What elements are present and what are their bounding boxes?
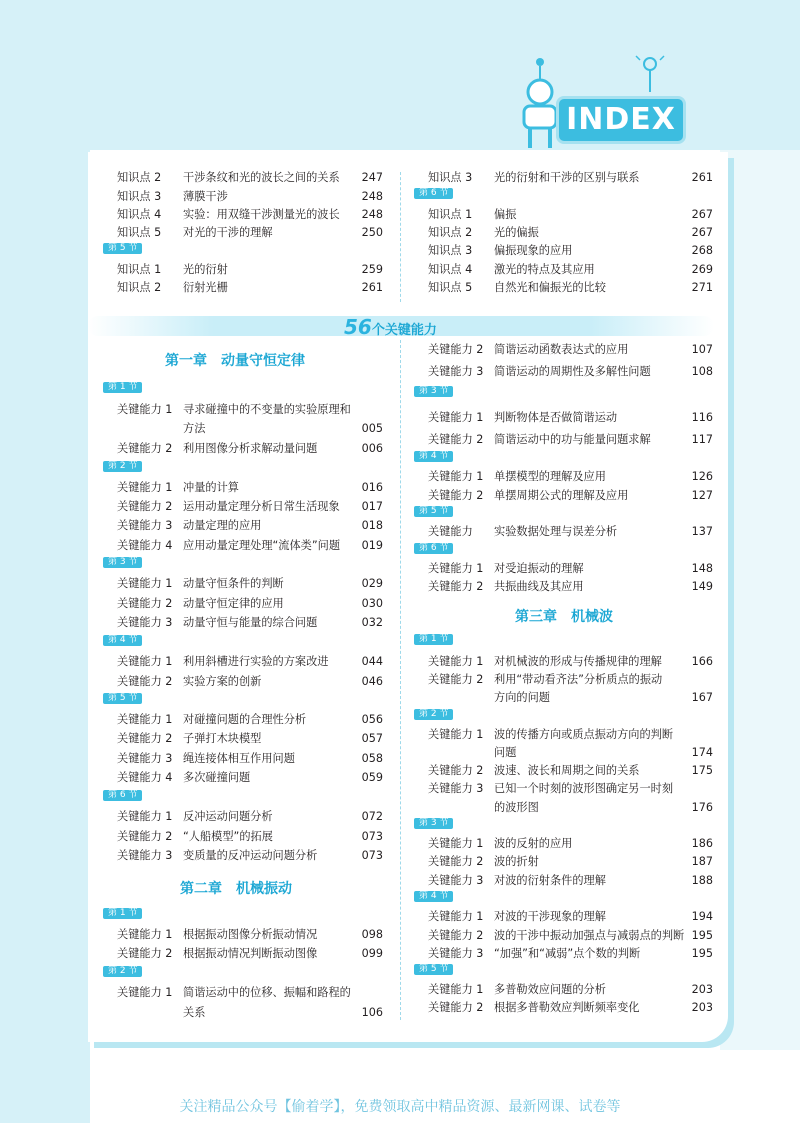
entry-page-number: 056: [361, 713, 383, 726]
section-badge: 第 5 节: [103, 243, 142, 254]
entry-label: 关键能力 4: [117, 771, 173, 784]
entry-label: 关键能力 3: [117, 616, 173, 629]
entry-label: 关键能力 2: [428, 673, 484, 686]
entry-page-number: 267: [691, 208, 713, 221]
entry-page-number: 018: [361, 519, 383, 532]
entry-page-number: 099: [361, 947, 383, 960]
entry-title: 激光的特点及其应用: [494, 263, 595, 276]
entry-label: 关键能力 2: [117, 597, 173, 610]
entry-title: “加强”和“减弱”点个数的判断: [494, 947, 641, 960]
entry-page-number: 261: [361, 281, 383, 294]
entry-label: 知识点 5: [117, 226, 162, 239]
index-title: INDEX: [556, 96, 686, 144]
entry-label: 关键能力 1: [117, 481, 173, 494]
entry-title: 应用动量定理处理“流体类”问题: [183, 539, 341, 552]
entry-page-number: 117: [691, 433, 713, 446]
entry-title: 对光的干涉的理解: [183, 226, 273, 239]
entry-title: 偏振现象的应用: [494, 244, 573, 257]
entry-title: 冲量的计算: [183, 481, 239, 494]
entry-page-number: 127: [691, 489, 713, 502]
entry-page-number: 247: [361, 171, 383, 184]
entry-page-number: 267: [691, 226, 713, 239]
entry-label: 关键能力 3: [117, 519, 173, 532]
entry-label: 关键能力 1: [117, 577, 173, 590]
entry-title: 动量定理的应用: [183, 519, 262, 532]
entry-page-number: 268: [691, 244, 713, 257]
right-background: [720, 150, 800, 1050]
entry-label: 关键能力 3: [428, 365, 484, 378]
entry-title: 动量守恒与能量的综合问题: [183, 616, 318, 629]
entry-title: 已知一个时刻的波形图确定另一时刻: [494, 782, 674, 795]
entry-title: 判断物体是否做简谐运动: [494, 411, 618, 424]
entry-title: 实验：用双缝干涉测量光的波长: [183, 208, 340, 221]
entry-title: 利用图像分析求解动量问题: [183, 442, 318, 455]
entry-title: 对波的衍射条件的理解: [494, 874, 606, 887]
entry-label: 知识点 5: [428, 281, 473, 294]
key-abilities-count: 56: [344, 315, 372, 339]
entry-label: 关键能力 2: [117, 830, 173, 843]
entry-page-number: 072: [361, 810, 383, 823]
entry-page-number: 057: [361, 732, 383, 745]
entry-page-number: 059: [361, 771, 383, 784]
entry-title: 动量守恒定律的应用: [183, 597, 284, 610]
entry-page-number: 098: [361, 928, 383, 941]
entry-page-number: 203: [691, 1001, 713, 1014]
entry-page-number: 248: [361, 190, 383, 203]
entry-label: 关键能力 1: [428, 411, 484, 424]
entry-label: 关键能力 1: [117, 655, 173, 668]
entry-label: 关键能力 1: [428, 983, 484, 996]
entry-title: 对受迫振动的理解: [494, 562, 584, 575]
entry-page-number: 107: [691, 343, 713, 356]
entry-label: 知识点 2: [117, 281, 162, 294]
entry-title: “人船模型”的拓展: [183, 830, 273, 843]
entry-title: 波的传播方向或质点振动方向的判断: [494, 728, 674, 741]
entry-label: 关键能力 1: [117, 403, 173, 416]
entry-label: 知识点 2: [428, 226, 473, 239]
key-abilities-label: 个关键能力: [371, 323, 437, 338]
entry-page-number: 073: [361, 830, 383, 843]
section-badge: 第 2 节: [414, 709, 453, 720]
entry-label: 关键能力: [428, 525, 473, 538]
entry-title: 波的折射: [494, 855, 539, 868]
entry-page-number: 029: [361, 577, 383, 590]
section-badge: 第 6 节: [414, 543, 453, 554]
entry-title: 方向的问题: [494, 691, 550, 704]
entry-page-number: 116: [691, 411, 713, 424]
entry-title: 根据多普勒效应判断频率变化: [494, 1001, 640, 1014]
section-badge: 第 1 节: [103, 382, 142, 393]
entry-label: 关键能力 3: [428, 947, 484, 960]
entry-page-number: 259: [361, 263, 383, 276]
entry-page-number: 005: [361, 422, 383, 435]
section-badge: 第 3 节: [414, 386, 453, 397]
section-badge: 第 5 节: [414, 964, 453, 975]
entry-label: 关键能力 1: [428, 562, 484, 575]
entry-title: 多次碰撞问题: [183, 771, 251, 784]
entry-title: 单摆模型的理解及应用: [494, 470, 606, 483]
entry-page-number: 194: [691, 910, 713, 923]
entry-label: 关键能力 3: [428, 782, 484, 795]
entry-page-number: 044: [361, 655, 383, 668]
entry-title: 光的偏振: [494, 226, 539, 239]
entry-page-number: 149: [691, 580, 713, 593]
entry-title: 的波形图: [494, 801, 539, 814]
section-badge: 第 4 节: [414, 451, 453, 462]
section-badge: 第 3 节: [103, 557, 142, 568]
entry-page-number: 046: [361, 675, 383, 688]
entry-title: 变质量的反冲运动问题分析: [183, 849, 318, 862]
entry-label: 知识点 1: [117, 263, 162, 276]
top-column-divider: [400, 172, 401, 302]
entry-page-number: 261: [691, 171, 713, 184]
entry-title: 光的衍射和干涉的区别与联系: [494, 171, 640, 184]
entry-label: 关键能力 4: [117, 539, 173, 552]
entry-label: 关键能力 3: [117, 752, 173, 765]
entry-title: 反冲运动问题分析: [183, 810, 273, 823]
entry-page-number: 174: [691, 746, 713, 759]
entry-title: 对波的干涉现象的理解: [494, 910, 606, 923]
entry-page-number: 203: [691, 983, 713, 996]
entry-title: 绳连接体相互作用问题: [183, 752, 295, 765]
section-badge: 第 2 节: [103, 966, 142, 977]
chapter-heading: 第二章 机械振动: [180, 881, 292, 897]
section-badge: 第 1 节: [414, 634, 453, 645]
entry-page-number: 166: [691, 655, 713, 668]
side-background: [0, 0, 90, 1123]
entry-title: 对机械波的形成与传播规律的理解: [494, 655, 662, 668]
section-badge: 第 6 节: [103, 790, 142, 801]
entry-title: 波速、波长和周期之间的关系: [494, 764, 640, 777]
footer-note: 关注精品公众号【偷着学】，免费领取高中精品资源、最新网课、试卷等: [179, 1099, 621, 1115]
entry-title: 简谐运动函数表达式的应用: [494, 343, 629, 356]
entry-title: 共振曲线及其应用: [494, 580, 584, 593]
entry-page-number: 137: [691, 525, 713, 538]
entry-label: 关键能力 2: [117, 500, 173, 513]
entry-title: 问题: [494, 746, 517, 759]
entry-label: 关键能力 2: [428, 929, 484, 942]
entry-page-number: 188: [691, 874, 713, 887]
chapter-heading: 第三章 机械波: [515, 609, 613, 625]
entry-title: 方法: [183, 422, 206, 435]
entry-page-number: 187: [691, 855, 713, 868]
entry-label: 关键能力 1: [117, 713, 173, 726]
entry-title: 简谐运动中的位移、振幅和路程的: [183, 986, 351, 999]
entry-label: 知识点 3: [117, 190, 162, 203]
column-divider: [400, 340, 401, 1020]
entry-page-number: 148: [691, 562, 713, 575]
entry-label: 知识点 1: [428, 208, 473, 221]
entry-label: 关键能力 2: [117, 732, 173, 745]
entry-page-number: 269: [691, 263, 713, 276]
entry-page-number: 195: [691, 947, 713, 960]
entry-page-number: 017: [361, 500, 383, 513]
entry-label: 关键能力 1: [428, 470, 484, 483]
entry-page-number: 073: [361, 849, 383, 862]
entry-page-number: 106: [361, 1006, 383, 1019]
entry-page-number: 176: [691, 801, 713, 814]
entry-title: 根据振动图像分析振动情况: [183, 928, 318, 941]
entry-page-number: 175: [691, 764, 713, 777]
entry-page-number: 167: [691, 691, 713, 704]
entry-page-number: 248: [361, 208, 383, 221]
entry-label: 关键能力 3: [117, 849, 173, 862]
entry-label: 关键能力 1: [428, 655, 484, 668]
entry-label: 关键能力 1: [428, 728, 484, 741]
entry-label: 关键能力 2: [428, 343, 484, 356]
entry-title: 衍射光栅: [183, 281, 228, 294]
section-badge: 第 3 节: [414, 818, 453, 829]
entry-label: 知识点 2: [117, 171, 162, 184]
entry-label: 关键能力 1: [117, 928, 173, 941]
chapter-heading: 第一章 动量守恒定律: [165, 353, 305, 369]
entry-label: 关键能力 2: [428, 764, 484, 777]
entry-title: 关系: [183, 1006, 206, 1019]
entry-label: 知识点 4: [117, 208, 162, 221]
section-badge: 第 1 节: [103, 908, 142, 919]
section-badge: 第 2 节: [103, 461, 142, 472]
entry-title: 偏振: [494, 208, 517, 221]
entry-title: 根据振动情况判断振动图像: [183, 947, 318, 960]
entry-label: 关键能力 1: [428, 837, 484, 850]
entry-title: 波的反射的应用: [494, 837, 573, 850]
entry-label: 关键能力 2: [117, 442, 173, 455]
entry-label: 关键能力 2: [428, 489, 484, 502]
entry-page-number: 032: [361, 616, 383, 629]
entry-title: 利用斜槽进行实验的方案改进: [183, 655, 329, 668]
entry-label: 关键能力 2: [428, 580, 484, 593]
section-badge: 第 4 节: [103, 635, 142, 646]
entry-title: 实验数据处理与误差分析: [494, 525, 618, 538]
entry-label: 关键能力 2: [428, 433, 484, 446]
entry-page-number: 126: [691, 470, 713, 483]
entry-page-number: 195: [691, 929, 713, 942]
entry-label: 关键能力 3: [428, 874, 484, 887]
entry-label: 知识点 3: [428, 244, 473, 257]
entry-label: 知识点 4: [428, 263, 473, 276]
entry-page-number: 030: [361, 597, 383, 610]
entry-title: 干涉条纹和光的波长之间的关系: [183, 171, 340, 184]
entry-label: 关键能力 1: [428, 910, 484, 923]
section-badge: 第 6 节: [414, 188, 453, 199]
entry-title: 利用“带动看齐法”分析质点的振动: [494, 673, 663, 686]
entry-page-number: 019: [361, 539, 383, 552]
entry-title: 运用动量定理分析日常生活现象: [183, 500, 340, 513]
entry-title: 简谐运动中的功与能量问题求解: [494, 433, 651, 446]
entry-title: 薄膜干涉: [183, 190, 228, 203]
section-badge: 第 4 节: [414, 891, 453, 902]
entry-title: 单摆周期公式的理解及应用: [494, 489, 629, 502]
entry-label: 关键能力 2: [428, 1001, 484, 1014]
entry-label: 关键能力 2: [117, 947, 173, 960]
section-badge: 第 5 节: [103, 693, 142, 704]
entry-title: 实验方案的创新: [183, 675, 262, 688]
entry-label: 知识点 3: [428, 171, 473, 184]
entry-title: 光的衍射: [183, 263, 228, 276]
entry-title: 寻求碰撞中的不变量的实验原理和: [183, 403, 351, 416]
entry-page-number: 006: [361, 442, 383, 455]
entry-title: 动量守恒条件的判断: [183, 577, 284, 590]
entry-page-number: 250: [361, 226, 383, 239]
entry-page-number: 058: [361, 752, 383, 765]
entry-title: 自然光和偏振光的比较: [494, 281, 606, 294]
key-abilities-title: [344, 315, 437, 339]
entry-label: 关键能力 1: [117, 986, 173, 999]
section-badge: 第 5 节: [414, 506, 453, 517]
entry-label: 关键能力 2: [117, 675, 173, 688]
entry-title: 波的干涉中振动加强点与减弱点的判断: [494, 929, 685, 942]
entry-title: 多普勒效应问题的分析: [494, 983, 606, 996]
entry-page-number: 108: [691, 365, 713, 378]
entry-title: 对碰撞问题的合理性分析: [183, 713, 307, 726]
entry-page-number: 186: [691, 837, 713, 850]
entry-label: 关键能力 2: [428, 855, 484, 868]
entry-page-number: 271: [691, 281, 713, 294]
entry-label: 关键能力 1: [117, 810, 173, 823]
entry-page-number: 016: [361, 481, 383, 494]
entry-title: 简谐运动的周期性及多解性问题: [494, 365, 651, 378]
entry-title: 子弹打木块模型: [183, 732, 262, 745]
